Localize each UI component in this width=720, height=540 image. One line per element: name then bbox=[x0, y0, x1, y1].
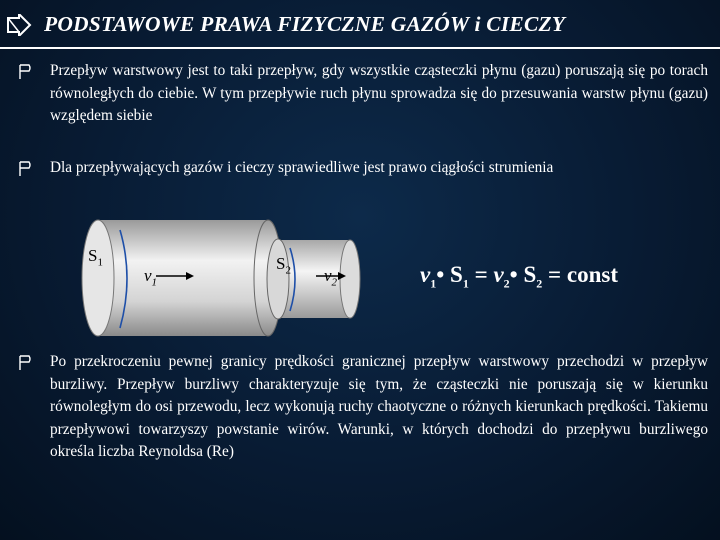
bullet-item bbox=[18, 60, 708, 128]
s2-label: $S_2$ bbox=[276, 254, 291, 277]
v2-label: $v_2$ bbox=[324, 266, 338, 289]
bullet-text: Dla przepływających gazów i cieczy sprawiedliwe jest prawo ciągłości strumienia bbox=[50, 159, 554, 176]
pipe-diagram bbox=[68, 218, 388, 338]
flag-p-bullet-icon bbox=[18, 161, 32, 176]
flag-p-bullet-icon bbox=[18, 355, 32, 370]
arrow-right-icon bbox=[6, 14, 32, 36]
s1-label: $S_1$ bbox=[88, 246, 103, 269]
title-bar bbox=[0, 0, 720, 48]
title-divider bbox=[0, 47, 720, 49]
bullet-item bbox=[18, 351, 708, 464]
page-title: PODSTAWOWE PRAWA FIZYCZNE GAZÓW i CIECZY bbox=[44, 12, 566, 36]
bullet-text: Po przekroczeniu pewnej granicy prędkości granicznej przepływ warstwowy przechodzi w przepływ burzliwy. Przepływ burzliwy charakteryzuje się tym, że cząsteczki nie poruszają się w kierunku równoległym do osi przewodu, lecz wykonują ruchy chaotyczne o różnych kierunkach prędkości. Takiemu przepływowi towarzyszy powstanie wirów. Warunki, w których dochodzi do przepływu burzliwego określa liczba Reynoldsa (Re) bbox=[50, 353, 708, 460]
flag-p-bullet-icon bbox=[18, 64, 32, 79]
bullet-item bbox=[18, 157, 708, 180]
bullet-text: Przepływ warstwowy jest to taki przepływ, gdy wszystkie cząsteczki płynu (gazu) poruszają się po torach równoległych do ciebie. W tym przepływie ruch płynu sprowadza się do przesuwania warstw płynu (gazu) względem siebie bbox=[50, 62, 708, 124]
continuity-formula: $v_1•$ $S_1$ = $v_2•$ $S_2$ = const bbox=[420, 262, 618, 291]
v1-label: $v_1$ bbox=[144, 266, 158, 289]
